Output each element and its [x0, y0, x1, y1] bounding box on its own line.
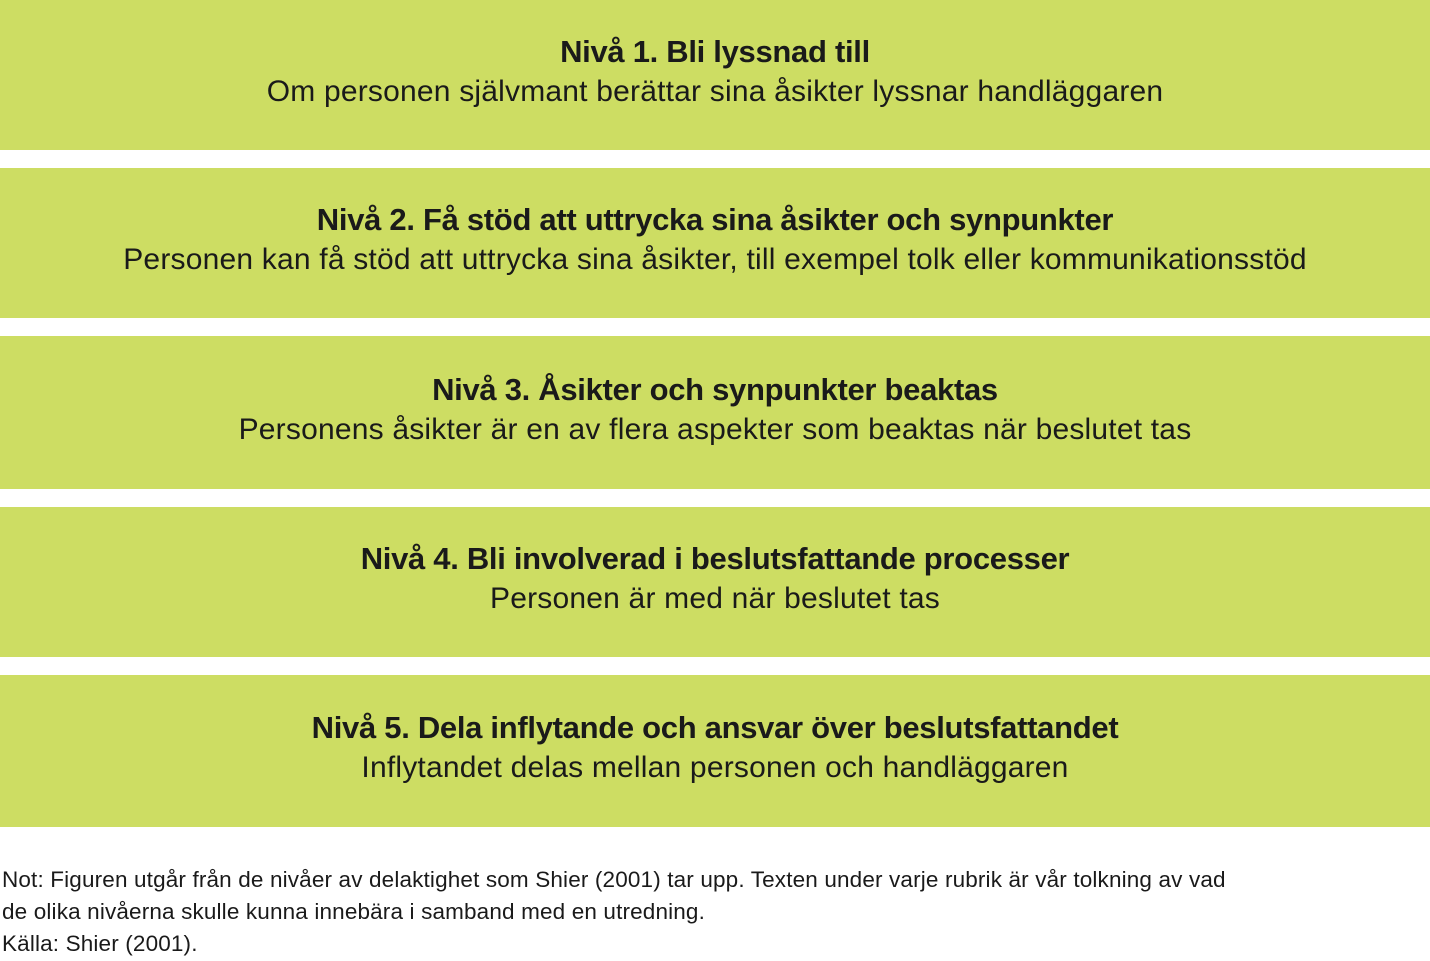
level-box-1-content — [267, 32, 1164, 112]
level-description-3: Personens åsikter är en av flera aspekter som beaktas när beslutet tas — [238, 412, 1192, 446]
level-box-4-content — [361, 539, 1070, 619]
level-description-2: Personen kan få stöd att uttrycka sina åsikter, till exempel tolk eller kommunikationsstöd — [123, 243, 1307, 276]
level-description-5: Inflytandet delas mellan personen och handläggaren — [361, 751, 1069, 784]
level-box-1 — [0, 0, 1430, 150]
level-title-1: Nivå 1. Bli lyssnad till — [560, 34, 870, 69]
level-box-3-content — [239, 370, 1192, 450]
note-line-1: Not: Figuren utgår från de nivåer av delaktighet som Shier (2001) tar upp. Texten under varje rubrik är vår tolkning av vad — [2, 867, 1226, 892]
level-box-2-content — [123, 200, 1307, 280]
level-box-4 — [0, 507, 1430, 657]
level-description-1: Om personen självmant berättar sina åsikter lyssnar handläggaren — [266, 75, 1164, 108]
level-box-5 — [0, 675, 1430, 827]
level-title-4: Nivå 4. Bli involverad i beslutsfattande processer — [360, 541, 1070, 576]
level-box-5-content — [312, 708, 1119, 788]
level-description-4: Personen är med när beslutet tas — [490, 582, 940, 615]
level-box-2 — [0, 168, 1430, 318]
level-title-5: Nivå 5. Dela inflytande och ansvar över beslutsfattandet — [311, 710, 1119, 745]
level-title-2: Nivå 2. Få stöd att uttrycka sina åsikter och synpunkter — [316, 202, 1114, 237]
source-line: Källa: Shier (2001). — [2, 931, 198, 956]
level-box-3 — [0, 336, 1430, 489]
level-title-3: Nivå 3. Åsikter och synpunkter beaktas — [432, 371, 998, 407]
note-line-2: de olika nivåerna skulle kunna innebära i samband med en utredning. — [2, 899, 706, 924]
figure-notes — [2, 864, 1422, 960]
